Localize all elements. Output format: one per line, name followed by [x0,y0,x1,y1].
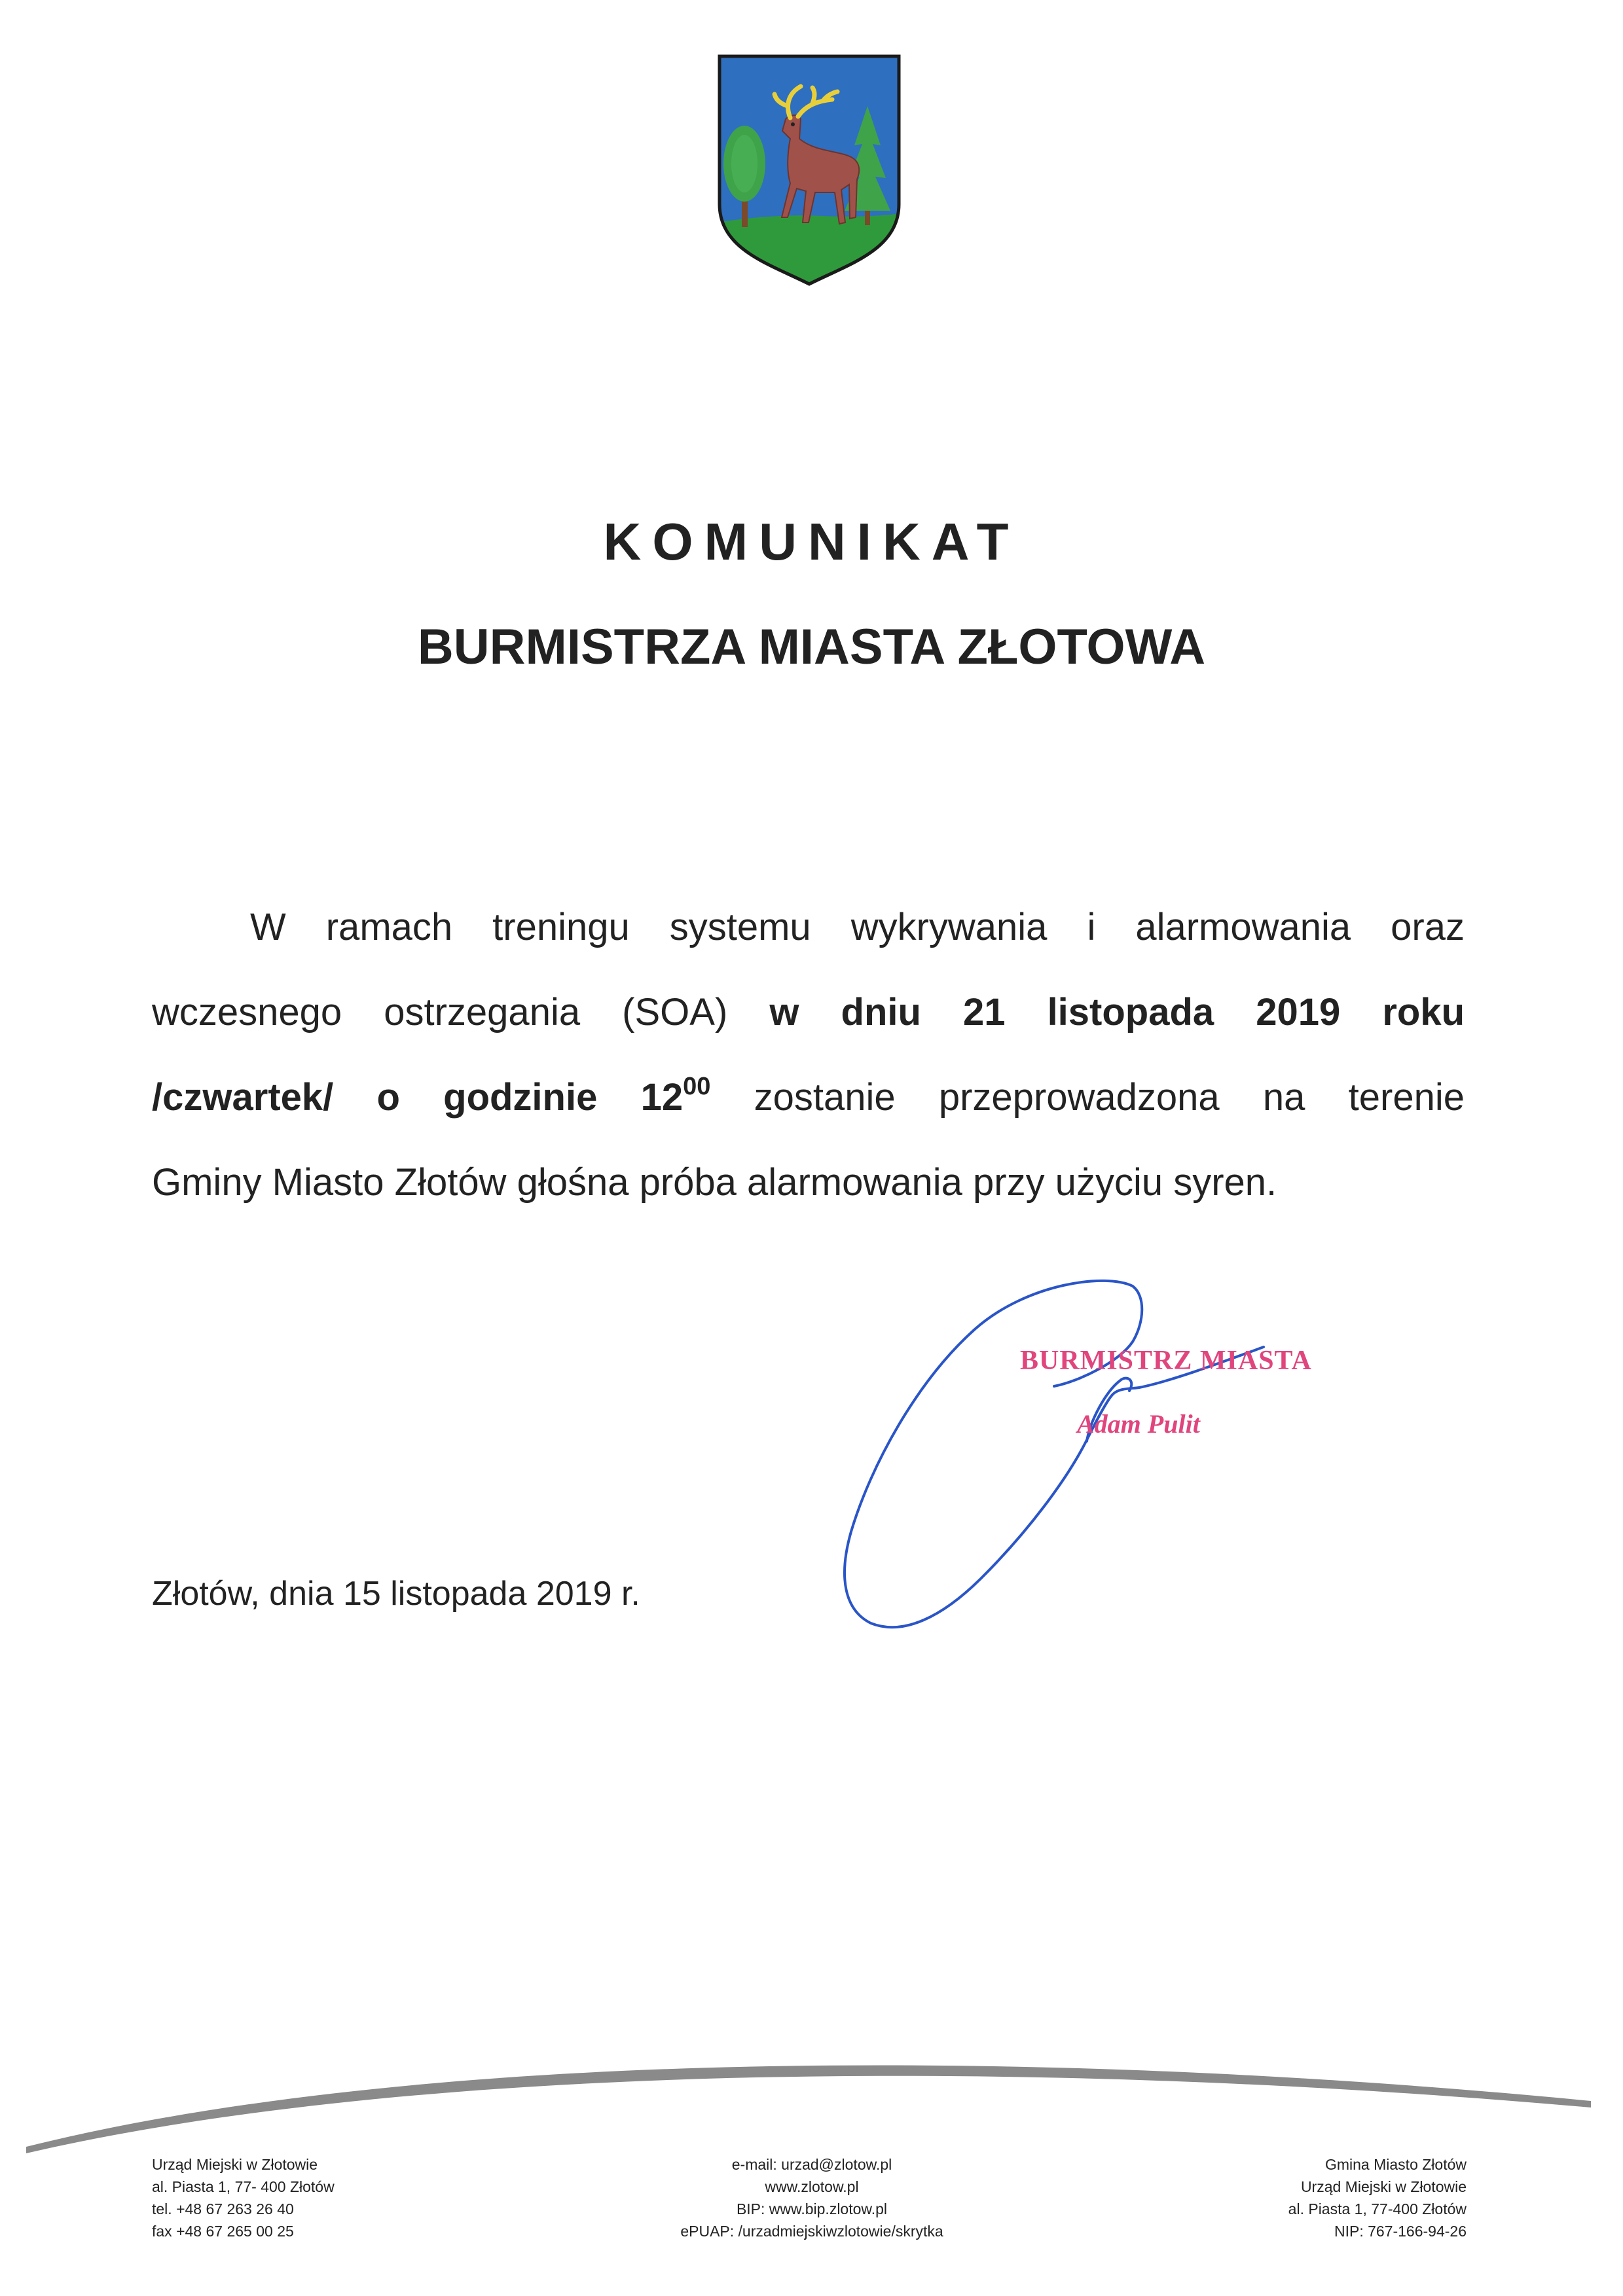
stamp-name: Adam Pulit [1077,1409,1200,1439]
date-emphasis: w dniu 21 listopada 2019 roku [769,991,1465,1033]
time-minutes-superscript: 00 [683,1073,711,1100]
footer-left-line: fax +48 67 265 00 25 [152,2223,294,2240]
footer-left-line: Urząd Miejski w Złotowie [152,2156,318,2173]
handwritten-signature [831,1270,1355,1636]
footer-online-contact [615,2153,1008,2242]
footer-right-line: NIP: 767-166-94-26 [1334,2223,1467,2240]
footer-right-line: Gmina Miasto Złotów [1324,2156,1467,2173]
footer-bip-link[interactable]: BIP: www.bip.zlotow.pl [736,2200,888,2217]
place-and-date: Złotów, dnia 15 listopada 2019 r. [152,1575,640,1613]
footer-office-contact [152,2153,335,2242]
footer-epuap-line: ePUAP: /urzadmiejskiwzlotowie/skrytka [680,2223,943,2240]
paragraph-line-3: /czwartek/ o godzinie $12^{00}$ zostanie przeprowadzona na terenie [152,1073,1465,1119]
footer-right-line: al. Piasta 1, 77-400 Złotów [1288,2200,1467,2217]
footer-left-line: tel. +48 67 263 26 40 [152,2200,294,2217]
announcement-paragraph [152,885,1465,1225]
page-subtitle: BURMISTRZA MIASTA ZŁOTOWA [417,619,1206,675]
footer-email-link[interactable]: e-mail: urzad@zlotow.pl [731,2156,892,2173]
paragraph-line-4: Gminy Miasto Złotów głośna próba alarmowania przy użyciu syren. [152,1161,1277,1204]
page-title: KOMUNIKAT [603,512,1020,571]
footer-divider [0,2016,1623,2160]
paragraph-line-2: wczesnego ostrzegania (SOA) w dniu 21 listopada 2019 roku [152,991,1465,1033]
paragraph-line-1: W ramach treningu systemu wykrywania i alarmowania oraz [250,906,1465,948]
coat-of-arms-icon [717,54,902,286]
footer-municipality-info [1159,2153,1467,2242]
footer-website-link[interactable]: www.zlotow.pl [765,2178,859,2195]
time-emphasis: /czwartek/ o godzinie $12^{00}$ [152,1073,711,1119]
footer-right-line: Urząd Miejski w Złotowie [1300,2178,1467,2195]
footer-left-line: al. Piasta 1, 77- 400 Złotów [152,2178,335,2195]
stamp-title: BURMISTRZ MIASTA [1020,1346,1312,1376]
